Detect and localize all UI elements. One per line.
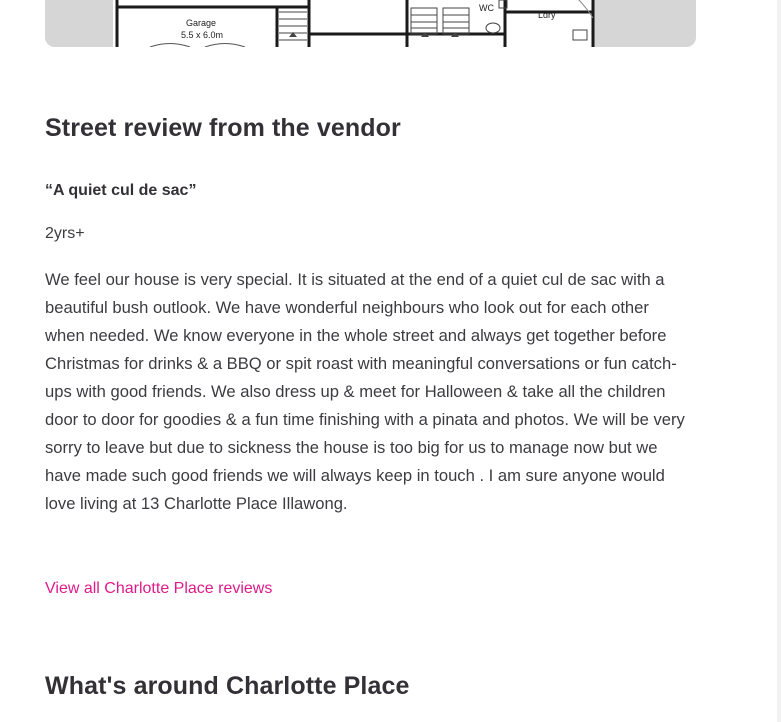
review-duration: 2yrs+ bbox=[45, 225, 85, 242]
floorplan-wc-label: WC bbox=[479, 3, 494, 13]
scrollbar[interactable] bbox=[777, 0, 781, 722]
whats-around-heading: What's around Charlotte Place bbox=[45, 672, 410, 700]
floorplan-drawing bbox=[45, 0, 696, 47]
floorplan-image[interactable] bbox=[45, 0, 696, 47]
review-body: We feel our house is very special. It is situated at the end of a quiet cul de sac with a beautiful bush outlook. We have wonderful neighbours who look out for each other when needed. We know everyone in the whole street and always get together before Christmas for drinks & a BBQ or spit roast with meaningful conversations or fun catch-ups with good friends. We also dress up & meet for Halloween & take all the children door to door for goodies & a fun time finishing with a pinata and photos. We will be very sorry to leave but due to sickness the house is too big for us to manage now but we have made such good friends we will always keep in touch . I am sure anyone would love living at 13 Charlotte Place Illawong. bbox=[45, 270, 685, 513]
street-review-heading: Street review from the vendor bbox=[45, 114, 401, 142]
view-all-reviews-link[interactable]: View all Charlotte Place reviews bbox=[45, 580, 273, 597]
floorplan-laundry-label: Ldry bbox=[538, 10, 556, 20]
review-title: “A quiet cul de sac” bbox=[45, 182, 197, 199]
floorplan-garage-label: Garage bbox=[186, 18, 217, 28]
floorplan-garage-size: 5.5 x 6.0m bbox=[181, 30, 224, 40]
